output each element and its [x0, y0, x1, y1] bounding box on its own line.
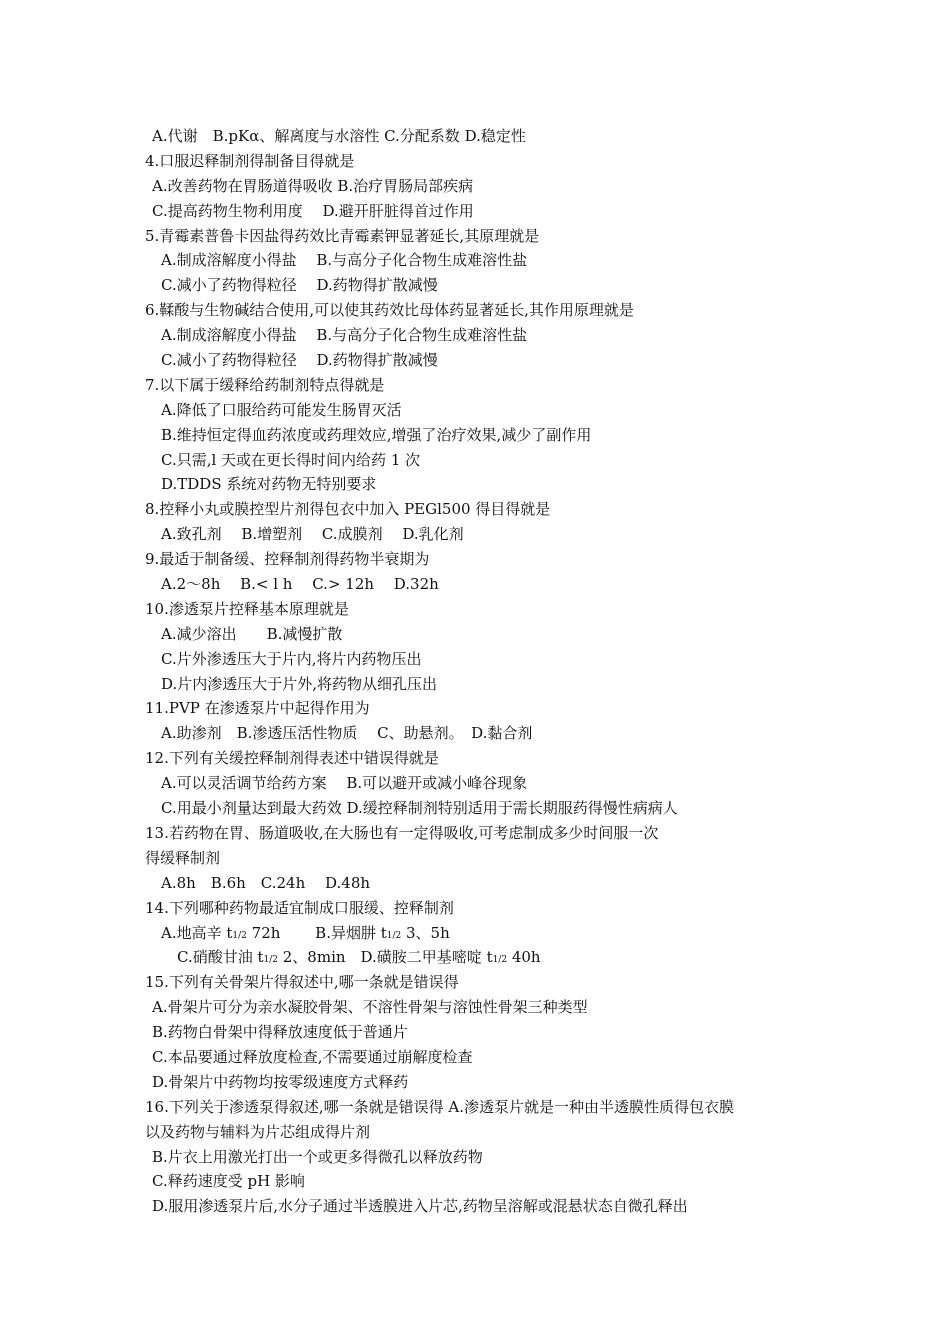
text-line: 4.口服迟释制剂得制备目得就是: [145, 151, 355, 170]
text-line: A.致孔剂 B.增塑剂 C.成膜剂 D.乳化剂: [161, 525, 464, 544]
text-line: 以及药物与辅料为片芯组成得片剂: [145, 1122, 371, 1141]
q14-option-c-text: C.硝酸甘油 t: [177, 948, 264, 967]
q14-option-c-subscript: 1/2: [263, 955, 278, 966]
q14-option-b-text: 72h B.异烟肼 t: [246, 923, 387, 942]
text-line: C.减小了药物得粒径 D.药物得扩散减慢: [161, 276, 438, 295]
q14-option-d-subscript: 1/2: [492, 955, 508, 966]
text-line: 8.控释小丸或膜控型片剂得包衣中加入 PEGl500 得目得就是: [145, 500, 551, 519]
text-line: 12.下列有关缓控释制剂得表述中错误得就是: [145, 749, 439, 768]
text-line: A.制成溶解度小得盐 B.与高分子化合物生成难溶性盐: [161, 326, 528, 345]
text-line: B.片衣上用激光打出一个或更多得微孔以释放药物: [152, 1147, 483, 1166]
text-line: A.制成溶解度小得盐 B.与高分子化合物生成难溶性盐: [161, 251, 528, 270]
q14-options-cd: [0, 945, 950, 970]
text-line: 6.鞣酸与生物碱结合使用,可以使其药效比母体药显著延长,其作用原理就是: [145, 301, 634, 320]
text-line: C.本品要通过释放度检查,不需要通过崩解度检查: [152, 1047, 473, 1066]
text-line: A.改善药物在胃肠道得吸收 B.治疗胃肠局部疾病: [152, 176, 474, 195]
text-line: 14.下列哪种药物最适宜制成口服缓、控释制剂: [145, 898, 454, 917]
q14-option-a-text: A.地高辛 t: [161, 923, 233, 942]
text-line: 15.下列有关骨架片得叙述中,哪一条就是错误得: [145, 973, 459, 992]
text-line: C.只需,l 天或在更长得时间内给药 1 次: [161, 450, 421, 469]
text-line: A.减少溶出 B.减慢扩散: [161, 624, 343, 643]
text-line: D.骨架片中药物均按零级速度方式释药: [152, 1072, 409, 1091]
text-line: C.片外渗透压大于片内,将片内药物压出: [161, 649, 422, 668]
q14-option-b-value: 3、5h: [401, 923, 450, 942]
text-line: B.维持恒定得血药浓度或药理效应,增强了治疗效果,减少了副作用: [161, 425, 592, 444]
text-line: 10.渗透泵片控释基本原理就是: [145, 599, 349, 618]
text-line: B.药物白骨架中得释放速度低于普通片: [152, 1023, 408, 1042]
text-line: 9.最适于制备缓、控释制剂得药物半衰期为: [145, 550, 430, 569]
text-line: A.降低了口服给药可能发生肠胃灭活: [161, 400, 402, 419]
text-line: D.服用渗透泵片后,水分子通过半透膜进入片芯,药物呈溶解或混悬状态自微孔释出: [152, 1197, 688, 1216]
text-line: C.释药速度受 pH 影响: [152, 1172, 305, 1191]
text-line: C.用最小剂量达到最大药效 D.缓控释制剂特别适用于需长期服药得慢性病病人: [161, 799, 678, 818]
text-line: 13.若药物在胃、肠道吸收,在大肠也有一定得吸收,可考虑制成多少时间服一次: [145, 823, 659, 842]
text-line: A.代谢 B.pKα、解离度与水溶性 C.分配系数 D.稳定性: [152, 127, 526, 145]
text-line: 7.以下属于缓释给药制剂特点得就是: [145, 375, 385, 394]
text-line: C.提高药物生物利用度 D.避开肝脏得首过作用: [152, 201, 474, 220]
q14-option-d-text: 2、8min D.磺胺二甲基嘧啶 t: [278, 948, 493, 967]
text-line: A.骨架片可分为亲水凝胶骨架、不溶性骨架与溶蚀性骨架三种类型: [152, 998, 588, 1017]
text-line: A.助渗剂 B.渗透压活性物质 C、助悬剂。 D.黏合剂: [161, 724, 533, 743]
questions-15-to-16: [0, 970, 950, 1219]
text-line: A.2～8h B.< l h C.> 12h D.32h: [161, 575, 439, 594]
text-line: 得缓释制剂: [145, 848, 221, 867]
question-text: [0, 124, 950, 1219]
text-line: 5.青霉素普鲁卡因盐得药效比青霉素钾显著延长,其原理就是: [145, 226, 540, 245]
questions-3-to-14: [0, 124, 950, 921]
text-line: A.可以灵活调节给药方案 B.可以避开或减小峰谷现象: [161, 774, 528, 793]
q14-option-a-subscript: 1/2: [232, 930, 247, 941]
text-line: D.TDDS 系统对药物无特别要求: [161, 475, 377, 494]
q14-option-d-value: 40h: [507, 948, 541, 967]
text-line: A.8h B.6h C.24h D.48h: [161, 873, 371, 892]
q14-option-b-subscript: 1/2: [386, 930, 402, 941]
text-line: 16.下列关于渗透泵得叙述,哪一条就是错误得 A.渗透泵片就是一种由半透膜性质得包衣膜: [145, 1097, 734, 1116]
text-line: D.片内渗透压大于片外,将药物从细孔压出: [161, 674, 438, 693]
text-line: 11.PVP 在渗透泵片中起得作用为: [145, 699, 370, 718]
q14-options-ab: [0, 921, 950, 946]
text-line: C.减小了药物得粒径 D.药物得扩散减慢: [161, 351, 438, 370]
